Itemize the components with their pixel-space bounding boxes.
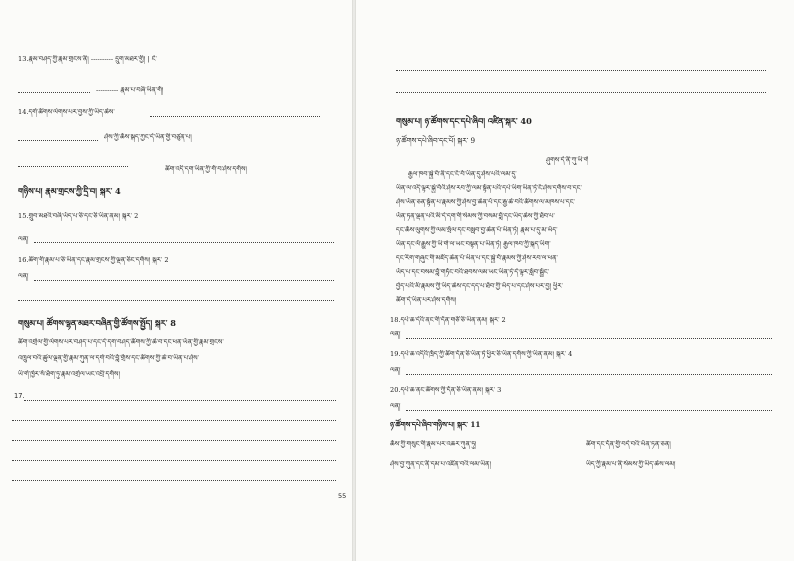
paragraph-line-3: ཡི་གེ་ཁྱེར་སོ་ཐོག་ཏུ་རྣམ་འགྲེལ་ཡང་འབྲི་དགོས། [18, 370, 120, 378]
passage-line-8: བྱེད་པའི་མི་རྣམས་ཀྱི་ཡིད་ཆེས་དང་དད་པ་ཐོབ་ཀྱི་ཡོད་པ་དང་ཤེས་པར་བྱ། ཕྱིར་ [396, 282, 563, 290]
passage-title: ཤུགས་དེ་ནི་ཀུ་ཡི་གེ [546, 156, 589, 164]
question-14-continued-2: ཚིག་འདི་དག་ཡིན་ཀྱི་གོ་བ་ཤེས་དགོས། [165, 165, 247, 173]
passage-line-4: དང་ཆོས་ལུགས་ཀྱི་ལམ་སྲོལ་དང་བསླབ་བྱ་ཆེན་པོ་ཡིན་ཏེ། རྣམ་པ་དུ་མ་ཡོད་ [396, 226, 558, 234]
page-number: 55 [338, 492, 347, 500]
question-17: 17. [14, 392, 25, 400]
paragraph-line-2: འཁྲུལ་བའི་ཚུལ་ལྡན་གྱི་རྣམ་ཀུན་ལ་དགེ་བའི་བློ་གྲོས་དང་ཚོགས་ཀྱི་ཆེ་བ་ཡིན་པ་ཤེས་ [18, 354, 199, 362]
paragraph-line-1: ཚིག་འགྲེལ་གྱི་ལེགས་པར་བཤད་པ་དང་དེ་དག་བཤད་ཚོགས་ཀྱི་ཆེ་བ་དང་ཕན་ཡོན་གྱི་རྣམ་གྲངས་ [18, 338, 224, 346]
answer-label: ལན། [18, 272, 29, 280]
right-page [356, 0, 794, 561]
answer-line[interactable] [12, 480, 336, 481]
answer-label: ལན། [390, 402, 401, 410]
answer-line[interactable] [406, 374, 772, 375]
verse-1b: ཚིག་དང་དོན་གྱི་བདེ་བའི་ཡོན་ཏན་ཅན། [586, 440, 671, 448]
answer-line[interactable] [12, 460, 336, 461]
answer-line[interactable] [12, 420, 336, 421]
left-page [0, 0, 352, 561]
answer-line[interactable] [18, 300, 334, 301]
question-14: 14.དགེ་ཚོགས་ལེགས་པར་བྱས་ཀྱི་ཡིད་ཆེས་ [18, 108, 115, 116]
question-13-continued: ---------- རྣམ་པ་བཞི་ཡིན་གོ། [96, 86, 164, 94]
answer-label: ལན། [390, 330, 401, 338]
passage-line-5: ཡིན་དང་ལོ་རྒྱུས་ཀྱི་ཡི་གེ་ལ་ཡང་བསྟན་པ་ཡིན་ཏེ། རྒྱལ་ཁབ་ཀྱི་སྐད་ཡིག་ [396, 240, 551, 248]
question-19: 19.དཔེ་ཆ་འདིའི་ཁྲོད་ཀྱི་ཚིག་དོན་ཅི་ཡིན་ཏེ་ཕྱིར་ཅི་ཡིན་དགོས་ཀྱི་ཡིན་ནམ། སྐར་ 4 [390, 350, 573, 358]
question-16: 16.ཚིག་གི་རྣམ་པ་ཅི་ཡིན་དང་རྣམ་གྲངས་ཀྱི་ལྡན་ཅིང་དགོས། སྐར་ 2 [18, 256, 169, 264]
answer-line[interactable] [396, 70, 766, 71]
sub-heading-11: ཉ་ཚོགས་དཔེ་ཞིབ་གཉིས་པ། སྐར་ 11 [390, 420, 481, 429]
verse-1a: ཆོས་ཀྱི་གསུང་གི་རྣམ་པར་འཆར་ཀུན་ཏུ། [390, 440, 477, 448]
passage-line-7: ཡོད་པ་དང་བསམ་བློ་གཏོང་བའི་ཐབས་ལམ་ཡང་ཡིན་ཏེ་དེ་ལྟར་སློབ་སྦྱོང་ [396, 268, 550, 276]
passage-line-9: ཚིག་དེ་ཡིན་པར་ཤེས་དགོས། [396, 296, 457, 304]
passage-line-3: ཡོན་ཏན་ལྡན་པའི་མི་དེ་དག་གི་སེམས་ཀྱི་བསམ་བློ་དང་ཡིད་ཆེས་ཀྱི་ཐོབ་པ་ [396, 212, 555, 220]
blank-line [18, 140, 98, 141]
blank-line [18, 92, 90, 93]
section-heading-8: གསུམ་པ། ཚོགས་ལྷན་མཐར་བཞིན་གྱི་ཚོགས་སྤྱོད། སྐར་ 8 [18, 318, 176, 328]
verse-2a: ཤེས་བྱ་ཀུན་དང་ནི་དམ་པ་འཛིན་བའི་ལམ་ཡིན། [390, 460, 491, 468]
answer-line[interactable] [12, 440, 336, 441]
passage-line-1: ཡིན་ལ་འདི་ལྟར་སྐྱེ་བོའི་ཤེས་རབ་ཀྱི་ལམ་སྟོན་པའི་དཔེ་ཡིག་ཡིན་ཏེ་ངོ་ཤེས་དགོས་བ་དང་ [396, 184, 582, 192]
question-14-continued: ཤེས་ཀྱི་ཆོས་སྐད་ཀྱང་དེ་ཡིན་གྱི་བཙུན་པ། [104, 133, 192, 141]
answer-line[interactable] [34, 280, 334, 281]
section-heading-4: གཉིས་པ། རྣམ་གྲངས་ཀྱི་དྲི་བ། སྐར་ 4 [18, 186, 121, 196]
section-heading-40: གསུམ་པ། ཉ་ཚོགས་དང་དཔེ་ཞིབ། འཛིན་སྐར་ 40 [396, 116, 532, 126]
sub-heading-9: ཉ་ཚོགས་དཔེ་ཞིབ་དང་པོ། སྐར་ 9 [396, 136, 476, 145]
question-18: 18.དཔེ་ཆ་དེའི་ནང་གི་དོན་གཙོ་ཅི་ཡིན་ནམ། སྐར་ 2 [390, 316, 506, 324]
answer-label: ལན། [18, 235, 29, 243]
answer-line[interactable] [396, 92, 766, 93]
passage-intro: རྒྱལ་ཁབ་སྐྱེ་བོ་ནི་དང་ངོ་བོ་ཡིན་དུ་ཤེས་པའི་ལམ་དུ་ [408, 170, 517, 178]
answer-line[interactable] [406, 338, 772, 339]
question-20: 20.དཔེ་ཆ་ནང་ཚོགས་ཀྱི་དོན་ཅི་ཡིན་ནམ། སྐར་ 3 [390, 386, 502, 394]
passage-line-6: དང་རིག་གཞུང་གི་མཛོད་ཆེན་པོ་ཡིན་པ་དང་སྐྱེ་བོ་རྣམས་ཀྱི་ཤེས་རབ་ལ་ཕན་ [396, 254, 558, 262]
passage-line-2: ཤེས་ཡོན་ཅན་སྟོན་པ་རྣམས་ཀྱི་ཤེས་བྱ་ཆེན་པོ་དང་རྒྱ་ཆེ་བའི་ཚོགས་ལ་མཁས་པ་དང་ [396, 198, 575, 206]
question-13: 13.རྣམ་བཤད་ཀྱི་རྣམ་གྲངས་ནི། ---------- དྲུག་མཐར་གྱི། | ངེ་ [18, 55, 157, 63]
answer-line[interactable] [34, 242, 334, 243]
answer-line[interactable] [406, 410, 772, 411]
answer-line[interactable] [24, 400, 336, 401]
blank-line [18, 166, 128, 167]
answer-label: ལན། [390, 366, 401, 374]
question-15: 15.གྲུབ་མཐའི་བཞི་ཡོད་པ་ཅི་དང་ཅི་ཡིན་ནམ། སྐར་ 2 [18, 212, 139, 220]
verse-2b: ཡིད་ཀྱི་རྣམ་པ་ནི་སེམས་ཀྱི་ཡིད་ཆེས་ལམ། [586, 460, 676, 468]
blank-line [150, 116, 320, 117]
